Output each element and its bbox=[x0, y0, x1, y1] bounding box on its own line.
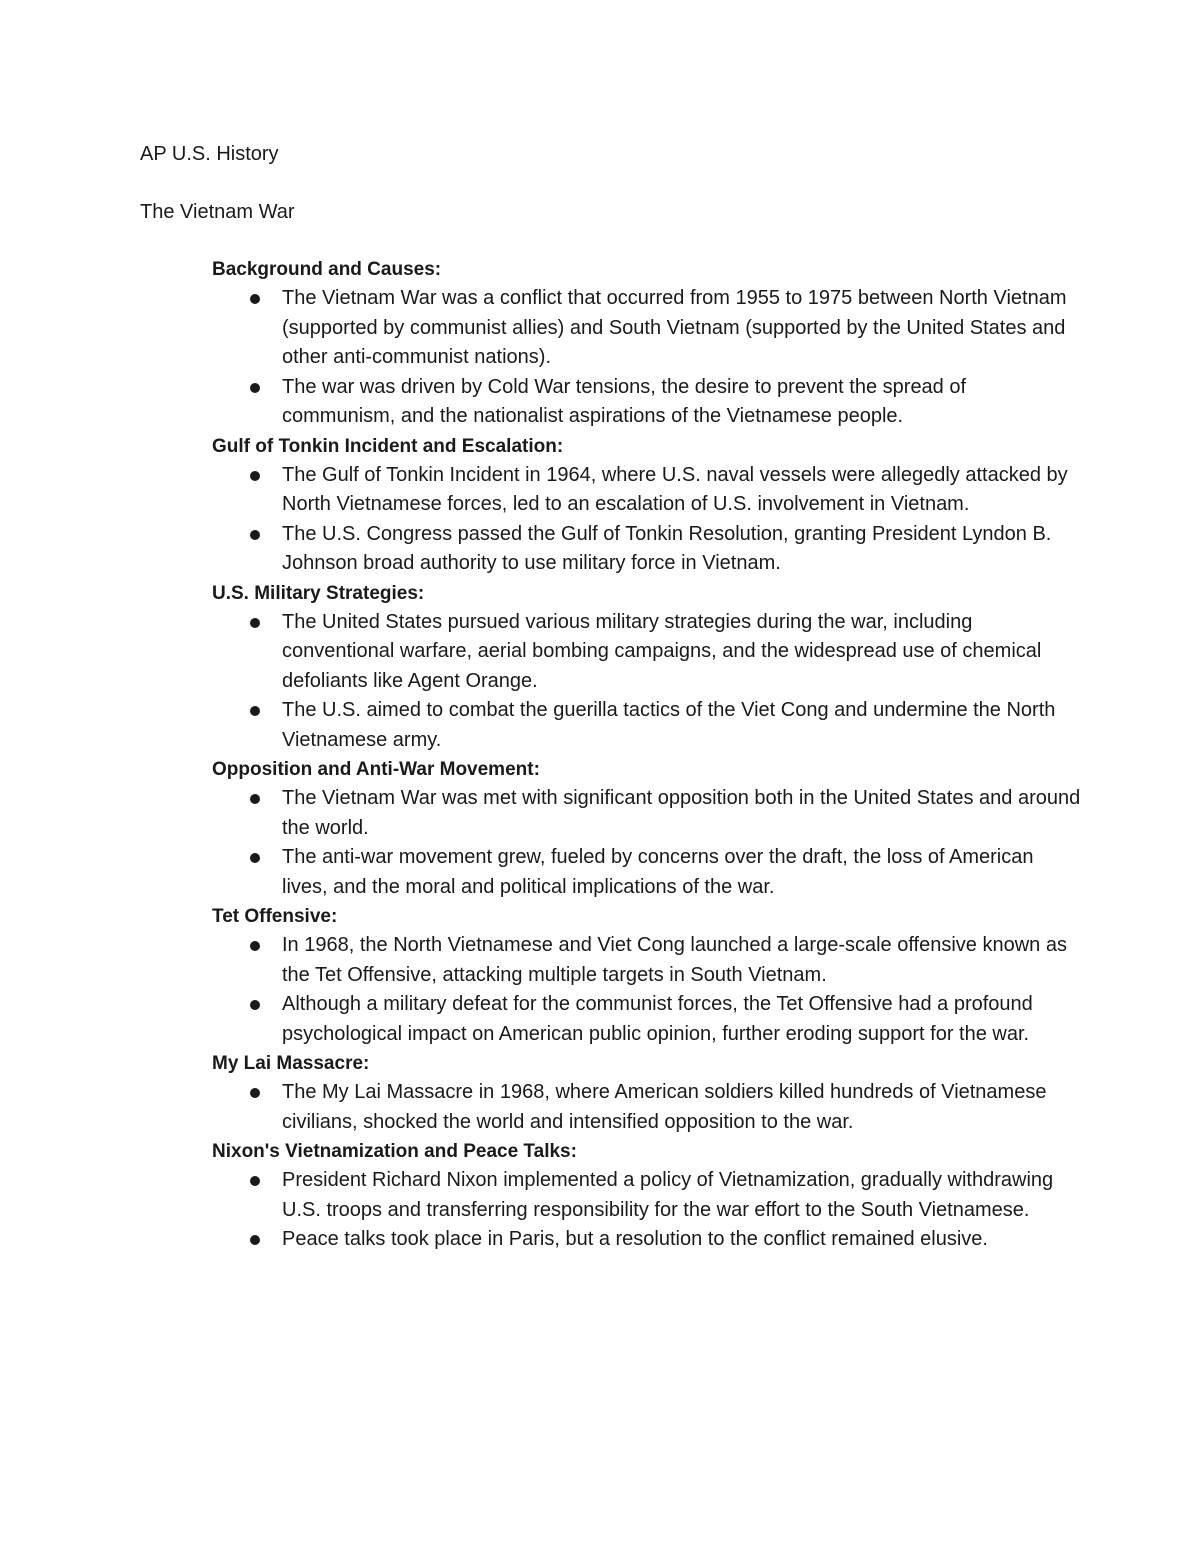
bullet-text: The United States pursued various military strategies during the war, including conventional warfare, aerial bombing campaigns, and the widespread use of chemical defoliants like Agent Orange. bbox=[282, 610, 1042, 692]
bullet-text: The Vietnam War was met with significant opposition both in the United States and around the world. bbox=[282, 787, 1081, 839]
bullet-icon bbox=[250, 1000, 260, 1010]
bullet-icon bbox=[250, 794, 260, 804]
section-anti-war-movement bbox=[212, 755, 1082, 902]
section-tet-offensive bbox=[212, 902, 1082, 1049]
bullet-list bbox=[212, 608, 1082, 756]
bullet-list bbox=[212, 784, 1082, 902]
section-gulf-of-tonkin bbox=[212, 432, 1082, 579]
bullet-icon bbox=[250, 294, 260, 304]
list-item bbox=[212, 931, 1082, 990]
bullet-icon bbox=[250, 1235, 260, 1245]
list-item bbox=[212, 1225, 1082, 1255]
section-heading: Nixon's Vietnamization and Peace Talks: bbox=[212, 1141, 577, 1162]
bullet-text: The Gulf of Tonkin Incident in 1964, where U.S. naval vessels were allegedly attacked by North Vietnamese forces, led to an escalation of U.S. involvement in Vietnam. bbox=[282, 463, 1068, 515]
list-item bbox=[212, 784, 1082, 843]
bullet-icon bbox=[250, 530, 260, 540]
section-military-strategies bbox=[212, 579, 1082, 756]
list-item bbox=[212, 520, 1082, 579]
bullet-text: The anti-war movement grew, fueled by concerns over the draft, the loss of American lives, and the moral and political implications of the war. bbox=[282, 846, 1034, 898]
section-background-and-causes bbox=[212, 255, 1082, 432]
section-heading: My Lai Massacre: bbox=[212, 1053, 370, 1074]
section-vietnamization bbox=[212, 1137, 1082, 1255]
section-heading: U.S. Military Strategies: bbox=[212, 582, 425, 604]
bullet-icon bbox=[250, 853, 260, 863]
list-item bbox=[212, 284, 1082, 373]
bullet-text: In 1968, the North Vietnamese and Viet Cong launched a large-scale offensive known as the Tet Offensive, attacking multiple targets in South Vietnam. bbox=[282, 934, 1067, 986]
bullet-list bbox=[212, 931, 1082, 1049]
course-name: AP U.S. History bbox=[140, 143, 279, 165]
list-item bbox=[212, 843, 1082, 902]
bullet-icon bbox=[250, 941, 260, 951]
list-item bbox=[212, 696, 1082, 755]
bullet-text: The My Lai Massacre in 1968, where American soldiers killed hundreds of Vietnamese civilians, shocked the world and intensified opposition to the war. bbox=[282, 1081, 1047, 1133]
bullet-icon bbox=[250, 1176, 260, 1186]
section-heading: Background and Causes: bbox=[212, 259, 442, 280]
bullet-icon bbox=[250, 618, 260, 628]
bullet-text: President Richard Nixon implemented a policy of Vietnamization, gradually withdrawing U.S. troops and transferring responsibility for the war effort to the South Vietnamese. bbox=[282, 1169, 1054, 1221]
bullet-icon bbox=[250, 383, 260, 393]
notes-content bbox=[212, 255, 1082, 1255]
bullet-icon bbox=[250, 1088, 260, 1098]
list-item bbox=[212, 373, 1082, 432]
list-item bbox=[212, 461, 1082, 520]
bullet-text: The U.S. aimed to combat the guerilla tactics of the Viet Cong and undermine the North Vietnamese army. bbox=[282, 699, 1056, 751]
bullet-text: Peace talks took place in Paris, but a resolution to the conflict remained elusive. bbox=[282, 1228, 988, 1250]
section-heading: Tet Offensive: bbox=[212, 906, 338, 927]
section-heading: Opposition and Anti-War Movement: bbox=[212, 759, 540, 780]
list-item bbox=[212, 1166, 1082, 1225]
list-item bbox=[212, 990, 1082, 1049]
bullet-icon bbox=[250, 706, 260, 716]
bullet-icon bbox=[250, 471, 260, 481]
list-item bbox=[212, 1078, 1082, 1137]
list-item bbox=[212, 608, 1082, 697]
bullet-text: The U.S. Congress passed the Gulf of Tonkin Resolution, granting President Lyndon B. Johnson broad authority to use military force in Vietnam. bbox=[282, 522, 1052, 574]
bullet-list bbox=[212, 461, 1082, 579]
document-title: The Vietnam War bbox=[140, 201, 295, 223]
bullet-list bbox=[212, 1166, 1082, 1255]
bullet-text: The Vietnam War was a conflict that occurred from 1955 to 1975 between North Vietnam (supported by communist allies) and South Vietnam (supported by the United States and other anti-communist nations). bbox=[282, 287, 1067, 368]
bullet-list bbox=[212, 1078, 1082, 1137]
section-heading: Gulf of Tonkin Incident and Escalation: bbox=[212, 435, 564, 457]
bullet-text: Although a military defeat for the communist forces, the Tet Offensive had a profound psychological impact on American public opinion, further eroding support for the war. bbox=[282, 993, 1033, 1045]
bullet-text: The war was driven by Cold War tensions, the desire to prevent the spread of communism, and the nationalist aspirations of the Vietnamese people. bbox=[282, 375, 967, 427]
section-my-lai-massacre bbox=[212, 1049, 1082, 1137]
bullet-list bbox=[212, 284, 1082, 432]
